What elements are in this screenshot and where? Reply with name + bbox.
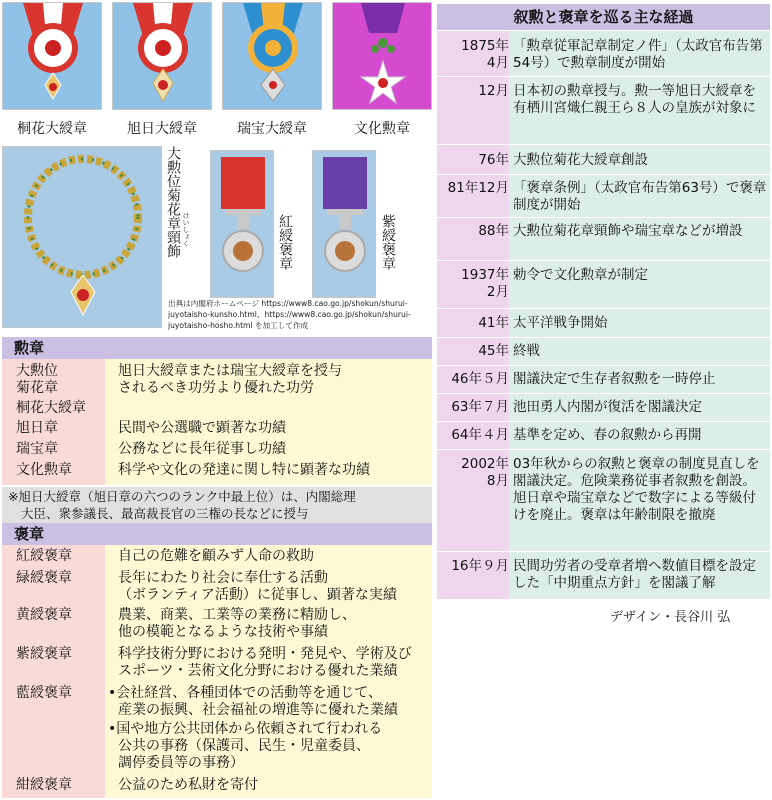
timeline-text: 大勲位菊花章頸飾や瑞宝章などが増設 <box>513 223 743 239</box>
hosho-desc: 公益のため私財を寄付 <box>118 777 258 793</box>
timeline-text: 基準を定め、春の叙勲から再開 <box>513 427 702 443</box>
hosho-desc: 他の模範となるような技術や事績 <box>118 624 328 640</box>
red-ribbon-caption: 紅綬褒章 <box>277 214 293 270</box>
timeline-year: 64年４月 <box>451 427 509 443</box>
hosho-name: 黄綬褒章 <box>16 607 72 623</box>
timeline-text: 日本初の勲章授与。勲一等旭日大綬章を有栖川宮熾仁親王ら８人の皇族が対象に <box>513 83 756 116</box>
collar-photo <box>2 146 162 328</box>
kunsho-desc: 科学や文化の発達に関し特に顕著な功績 <box>118 462 370 478</box>
kyokujitsu-medal-icon <box>113 3 212 110</box>
kunsho-desc: 民間や公選職で顕著な功績 <box>118 420 286 436</box>
medal-photo-zuiho <box>222 2 322 110</box>
timeline-text: 大勲位菊花大綬章創設 <box>513 152 648 168</box>
kunsho-desc: されるべき功労より優れた功労 <box>118 380 314 396</box>
collar-icon <box>3 147 162 328</box>
kunsho-note <box>2 487 432 523</box>
timeline-body <box>437 31 770 599</box>
timeline-year: 1937年 <box>461 267 509 283</box>
medal-photo-bunka <box>332 2 432 110</box>
note-line: 大臣、衆参議長、最高裁長官の三権の長などに授与 <box>21 506 309 521</box>
timeline-year: 46年５月 <box>451 371 509 387</box>
medal-caption: 文化勲章 <box>354 121 410 137</box>
medal-caption: 桐花大綬章 <box>17 121 87 137</box>
hosho-desc: 自己の危難を顧みず人命の救助 <box>118 548 314 564</box>
kunsho-desc: 公務などに長年従事し功績 <box>118 441 286 457</box>
timeline-text: 民間功労者の受章者増へ数値目標を設定した「中期重点方針」を閣議了解 <box>513 558 756 591</box>
timeline-title: 叙勲と褒章を巡る主な経過 <box>437 4 770 30</box>
hosho-name: 緑綬褒章 <box>16 570 72 586</box>
medal-caption: 旭日大綬章 <box>127 121 197 137</box>
kunsho-heading: 勲章 <box>2 337 432 359</box>
hosho-desc: 産業の振興、社会福祉の増進等に優れた業績 <box>118 702 398 718</box>
hosho-desc: 科学技術分野における発明・発見や、学術及び <box>118 646 412 662</box>
kika-medal-icon <box>3 3 102 110</box>
timeline-text: 「褒章条例」（太政官布告第63号）で褒章制度が開始 <box>513 180 767 213</box>
timeline-text: 「勲章従軍記章制定ノ件」（太政官布告第54号）で勲章制度が開始 <box>513 38 763 71</box>
timeline-year: 81年12月 <box>447 180 509 196</box>
timeline-year: 12月 <box>478 83 509 99</box>
timeline-year: 2002年 <box>461 456 509 472</box>
red-ribbon-medal-icon <box>211 151 274 298</box>
timeline-text: 太平洋戦争開始 <box>513 315 608 331</box>
collar-ruby: けいしょく <box>182 212 190 247</box>
timeline-year: 2月 <box>486 284 509 300</box>
hosho-name: 紅綬褒章 <box>16 548 72 564</box>
hosho-desc: 公共の事務（保護司、民生・児童委員、 <box>118 738 370 754</box>
collar-caption: 大勲位菊花章頸飾 <box>165 146 181 258</box>
purple-ribbon-medal-photo <box>312 150 376 298</box>
kunsho-name: 桐花大綬章 <box>16 400 86 416</box>
timeline-text: 勅令で文化勲章が制定 <box>513 267 648 283</box>
medal-caption: 瑞宝大綬章 <box>237 121 307 137</box>
timeline-year: 45年 <box>478 343 509 359</box>
hosho-heading: 褒章 <box>2 523 432 545</box>
timeline-year: 76年 <box>478 152 509 168</box>
hosho-desc: •国や地方公共団体から依頼されて行われる <box>108 721 383 737</box>
timeline-year: 1875年 <box>461 38 509 54</box>
kunsho-name: 大勲位 <box>16 363 58 379</box>
medal-photo-kika <box>2 2 102 110</box>
timeline-year: 4月 <box>486 55 509 71</box>
design-credit: デザイン・長谷川 弘 <box>610 610 731 625</box>
hosho-desc: •会社経営、各種団体での活動等を通じて、 <box>108 685 382 701</box>
hosho-name: 藍綬褒章 <box>16 685 72 701</box>
timeline-year: 8月 <box>486 473 509 489</box>
kunsho-name: 旭日章 <box>16 420 58 436</box>
timeline-year: 63年７月 <box>451 399 509 415</box>
hosho-desc: 調停委員等の事務） <box>118 755 244 771</box>
bunka-medal-icon <box>333 3 432 110</box>
kunsho-name: 瑞宝章 <box>16 441 58 457</box>
purple-ribbon-medal-icon <box>313 151 376 298</box>
timeline-text: 終戦 <box>513 343 540 359</box>
hosho-desc: スポーツ・芸術文化分野における優れた業績 <box>118 663 398 679</box>
note-line: ※旭日大綬章（旭日章の六つのランク中最上位）は、内閣総理 <box>8 489 356 504</box>
hosho-desc: （ボランティア活動）に従事し、顕著な実績 <box>118 587 397 603</box>
red-ribbon-medal-photo <box>210 150 274 298</box>
hosho-name: 紫綬褒章 <box>16 646 72 662</box>
hosho-name: 紺綬褒章 <box>16 777 72 793</box>
timeline-text: 閣議決定で生存者叙勲を一時停止 <box>513 371 716 387</box>
timeline-year: 41年 <box>478 315 509 331</box>
kunsho-name: 文化勲章 <box>16 462 72 478</box>
timeline-text: 池田勇人内閣が復活を閣議決定 <box>513 399 702 415</box>
purple-ribbon-caption: 紫綬褒章 <box>380 214 396 270</box>
medal-photo-kyokujitsu <box>112 2 212 110</box>
timeline-text: 03年秋からの叙勲と褒章の制度見直しを閣議決定。危険業務従事者叙勲を創設。旭日章や瑞宝章などで数字による等級付けを廃止。褒章は年齢制限を撤廃 <box>513 456 760 523</box>
timeline-year: 16年９月 <box>451 558 509 574</box>
hosho-desc: 長年にわたり社会に奉仕する活動 <box>118 570 328 586</box>
source-note: 出典は内閣府ホームページ https://www8.cao.go.jp/shokun/shurui-juyotaisho-kunsho.html、https://www8.cao.go.jp/shokun/shurui-juyotaisho-hosho.html を加工して作成 <box>168 299 411 330</box>
kunsho-name: 菊花章 <box>16 380 58 396</box>
zuiho-medal-icon <box>223 3 322 110</box>
kunsho-desc: 旭日大綬章または瑞宝大綬章を授与 <box>118 363 342 379</box>
timeline-year: 88年 <box>478 223 509 239</box>
kunsho-table <box>2 359 432 485</box>
hosho-table <box>2 545 432 798</box>
hosho-desc: 農業、商業、工業等の業務に精励し、 <box>118 607 356 623</box>
